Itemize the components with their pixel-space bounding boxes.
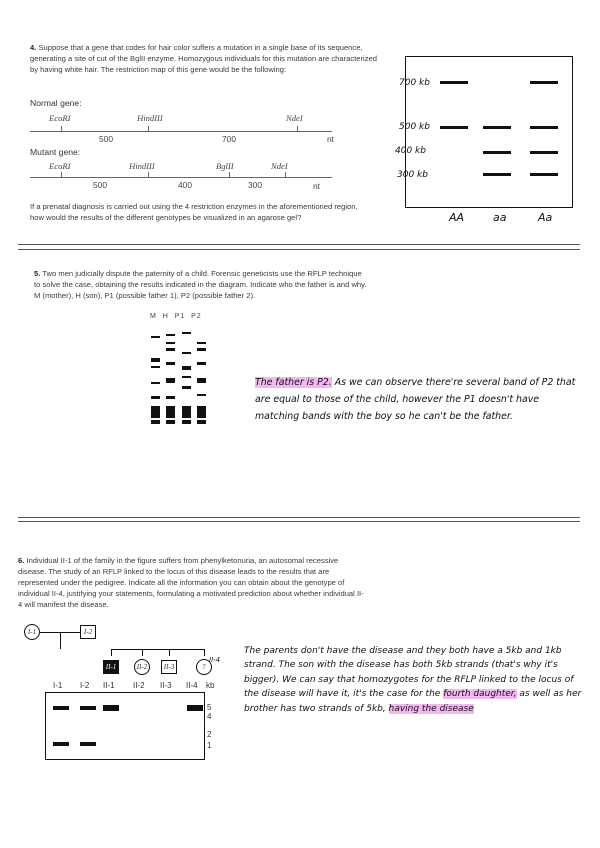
lane-label-II-1: II-1 [103,681,115,690]
rflp-band [151,336,160,338]
gel-band-aa-500 [440,126,468,129]
rflp-band [151,396,160,399]
rflp-band [197,362,206,365]
rflp-band [182,332,191,334]
rflp-band [166,362,175,365]
lane-label-II-2: II-2 [133,681,145,690]
gel-band-het-300 [530,173,558,176]
mutant-site-ecori: EcoRI [49,161,71,171]
normal-site-ecori: EcoRI [49,113,71,123]
rflp-band [151,358,160,362]
lane-p2: P2 [191,313,202,320]
gel-band-mut-500 [483,126,511,129]
q6-answer-highlight-2: having the disease [388,703,474,714]
rflp-band [182,420,191,424]
rflp-band [197,394,206,396]
rflp-band [166,342,175,344]
q6-text-block [18,555,364,610]
q6-answer-part1: The parents don't have the disease and they both have a 5kb and 1kb strand. The son with the disease has both 5kb strands (that's why it's bigger). We can say that homozygotes for the RFLP linked to the locus of the disease will have it, it's the case for the [244,646,574,700]
q5-text-block [34,268,370,301]
gel-lane-AA: AA [449,211,465,224]
lane-label-II-3: II-3 [160,681,172,690]
q4-number: 4. [30,43,37,52]
q4-text-block [30,42,382,75]
q6-band-II-4-5kb [187,705,203,711]
rflp-band [197,406,206,418]
normal-tick-2 [148,126,149,131]
pedigree-II-3: II-3 [161,660,177,674]
q4-gel-box [405,56,573,208]
rflp-band [197,420,206,424]
normal-site-ndei: NdeI [286,113,303,123]
rflp-lane-header [150,313,202,320]
lane-m: M [150,313,157,320]
mutant-tick-1 [61,172,62,177]
mutant-tick-4 [285,172,286,177]
rflp-band [151,420,160,424]
separator-2 [18,249,580,250]
normal-length-500: 500 [99,134,113,144]
gel-lane-aa: aa [493,211,507,224]
pedigree-II-4-label: II-4 [209,656,221,664]
gel-size-500: 500 kb [399,122,430,132]
mutant-gene-heading: Mutant gene: [30,147,81,157]
q6-band-I-1-5kb [53,706,69,710]
gel-band-het-700 [530,81,558,84]
mutant-unit: nt [313,181,320,191]
rflp-band [182,376,191,378]
rflp-band [197,342,206,344]
q6-answer-part2: as well as her brother has two strands of 5kb, [244,689,582,714]
rflp-band [166,348,175,351]
rflp-band [197,348,206,351]
rflp-band [182,352,191,354]
kb-size-2: 2 [207,730,212,739]
rflp-band [151,382,160,384]
rflp-band [151,366,160,368]
mutant-site-hindiii: HindIII [129,161,155,171]
pedigree-I-2: I-2 [80,625,96,639]
rflp-band [166,396,175,399]
q6-rflp-gel [45,692,205,760]
q5-handwritten-answer [255,374,585,425]
q4-question-text: Suppose that a gene that codes for hair color suffers a mutation in a single base of its sequence, generating a site of cut of the BglII enzyme. Homozygous individuals for this mutation are characterized by having white hair. The restriction map of this gene would be the following: [30,43,377,74]
gel-band-het-500 [530,126,558,129]
rflp-band [166,378,175,383]
gel-size-400: 400 kb [395,146,426,156]
pedigree-II-2: II-2 [134,659,150,675]
kb-size-4: 4 [207,712,212,721]
gel-size-700: 700 kb [399,78,430,88]
mutant-site-bglii: BglII [216,161,234,171]
normal-tick-3 [297,126,298,131]
q5-answer-rest: As we can observe there're several band of P2 that are equal to those of the child, however the P1 doesn't have matching bands with the boy so he can't be the father. [255,377,576,422]
rflp-band [166,334,175,336]
pedigree-drop-1 [111,649,112,656]
mutant-tick-3 [229,172,230,177]
pedigree-I-1: I-1 [24,624,40,640]
lane-h: H [162,313,169,320]
lane-label-I-1: I-1 [53,681,63,690]
normal-length-700: 700 [222,134,236,144]
q6-band-II-1-5kb [103,705,119,711]
rflp-band [182,406,191,418]
gel-band-het-400 [530,151,558,154]
pedigree-sibship-line [111,649,205,650]
rflp-gel-image [145,322,217,432]
rflp-band [151,406,160,418]
pedigree-drop-2 [142,649,143,656]
gel-band-mut-400 [483,151,511,154]
lane-label-I-2: I-2 [80,681,90,690]
lane-p1: P1 [174,313,186,320]
q6-answer-highlight-1: fourth daughter, [443,689,517,700]
lane-label-II-4: II-4 [186,681,198,690]
rflp-band [166,420,175,424]
mutant-length-300: 300 [248,180,262,190]
mutant-map-line [30,177,332,178]
rflp-band [166,406,175,418]
q5-question-text: Two men judicially dispute the paternity of a child. Forensic geneticists use the RFLP technique to solve the case, obtaining the results indicated in the diagram. Indicate who the father is and why. M (mother), H (son), P1 (possible father 1), P2 (possible father 2). [34,269,367,300]
mutant-site-ndei: NdeI [271,161,288,171]
rflp-band [182,386,191,389]
q6-handwritten-answer [244,644,582,716]
q6-question-text: Individual II-1 of the family in the figure suffers from phenylketonuria, an autosomal recessive disease. The study of an RFLP linked to the locus of this disease leads to the results that are represented under the pedigree. Indicate all the information you can obtain about the genotype of individual II-4, justifying your statements, formulating a motivated prediction about whether individual II-4 will manifest the disease. [18,556,364,609]
pedigree-drop-4 [204,649,205,656]
gel-band-mut-300 [483,173,511,176]
q6-band-I-2-1kb [80,742,96,746]
q4-gel-question: If a prenatal diagnosis is carried out using the 4 restriction enzymes in the aforementioned region, how would the results of the different genotypes be visualized in an agarose gel? [30,202,358,222]
mutant-length-500: 500 [93,180,107,190]
gel-size-300: 300 kb [397,170,428,180]
normal-gene-heading: Normal gene: [30,98,82,108]
normal-map-line [30,131,332,132]
gel-lane-Aa: Aa [538,211,553,224]
normal-unit: nt [327,134,334,144]
separator-3 [18,517,580,518]
separator-4 [18,521,580,522]
pedigree-II-1-affected: II-1 [103,660,119,674]
kb-unit-label: kb [206,681,215,690]
q6-band-I-2-5kb [80,706,96,710]
gel-band-aa-700 [440,81,468,84]
q5-answer-highlight: The father is P2. [255,377,332,388]
q5-number: 5. [34,269,41,278]
mutant-tick-2 [148,172,149,177]
normal-site-hindiii: HindIII [137,113,163,123]
q6-number: 6. [18,556,25,565]
pedigree-drop-3 [169,649,170,656]
q6-band-I-1-1kb [53,742,69,746]
pedigree-II-4-unknown: ? [196,659,212,675]
rflp-band [197,378,206,383]
rflp-band [182,366,191,370]
pedigree-descent-line [60,632,61,649]
normal-tick-1 [61,126,62,131]
kb-size-1: 1 [207,741,212,750]
separator-1 [18,244,580,245]
kb-size-5: 5 [207,703,212,712]
mutant-length-400: 400 [178,180,192,190]
